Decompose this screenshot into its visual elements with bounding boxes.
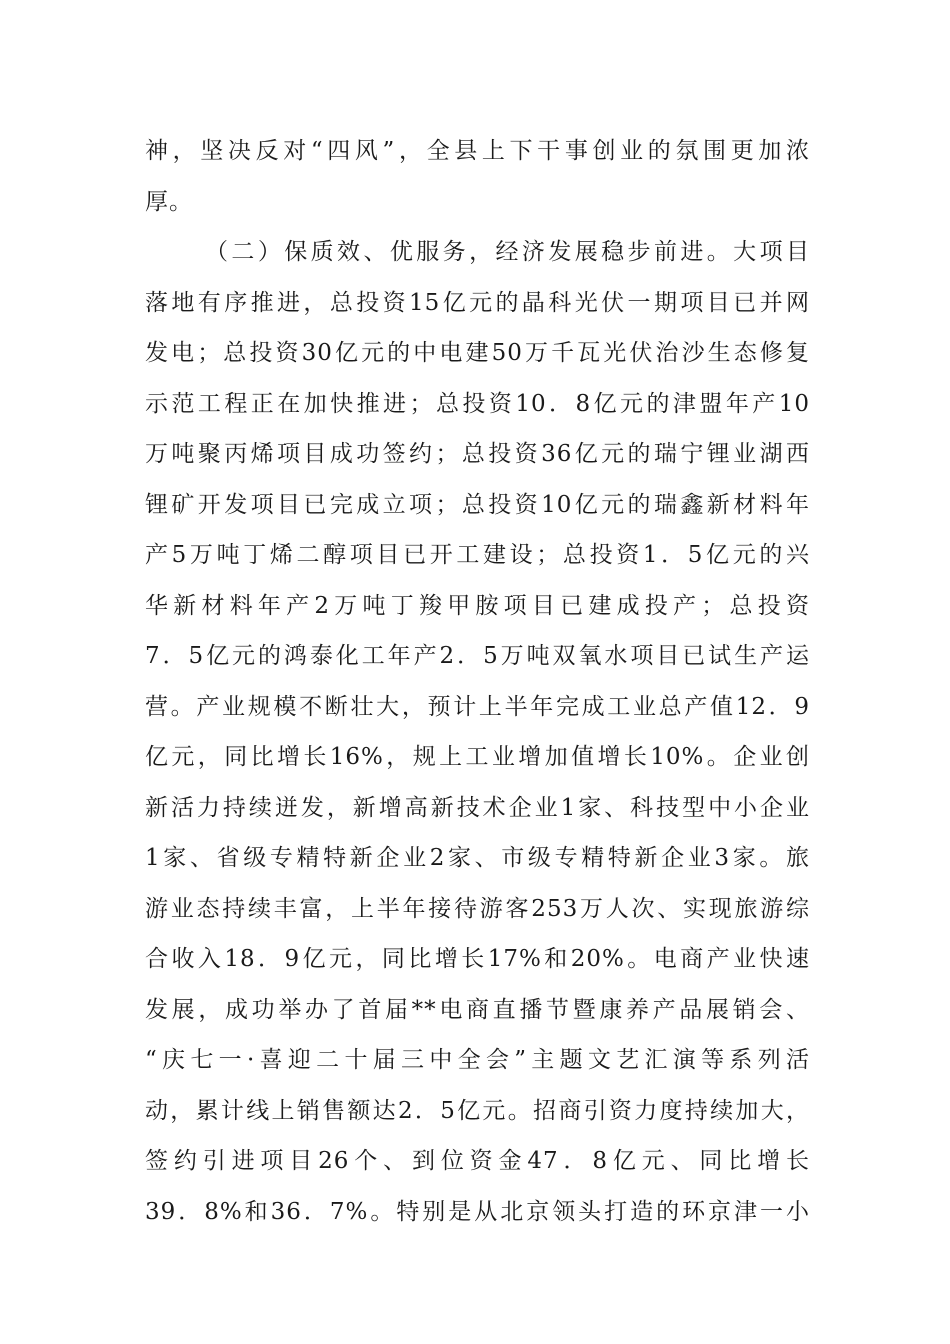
text-line: 锂矿开发项目已完成立项；总投资10亿元的瑞鑫新材料年	[145, 491, 810, 518]
text-line: 神，坚决反对“四风”，全县上下干事创业的氛围更加浓	[145, 138, 810, 164]
text-line: 39．8%和36．7%。特别是从北京领头打造的环京津一小	[145, 1198, 810, 1225]
text-line: 示范工程正在加快推进；总投资10．8亿元的津盟年产10	[145, 390, 810, 417]
text-line: “庆七一·喜迎二十届三中全会”主题文艺汇演等系列活	[145, 1047, 810, 1073]
text-line: 1家、省级专精特新企业2家、市级专精特新企业3家。旅	[145, 845, 810, 871]
text-line: 营。产业规模不断壮大，预计上半年完成工业总产值12．9	[145, 693, 810, 720]
text-line: 万吨聚丙烯项目成功签约；总投资36亿元的瑞宁锂业湖西	[145, 441, 810, 467]
text-line: 合收入18．9亿元，同比增长17%和20%。电商产业快速	[145, 946, 810, 972]
text-line: 发电；总投资30亿元的中电建50万千瓦光伏治沙生态修复	[145, 340, 810, 366]
text-line: 7．5亿元的鸿泰化工年产2．5万吨双氧水项目已试生产运	[145, 643, 810, 669]
text-line: 华新材料年产2万吨丁羧甲胺项目已建成投产；总投资	[145, 592, 810, 619]
text-line: 游业态持续丰富，上半年接待游客253万人次、实现旅游综	[145, 895, 810, 922]
text-line: 厚。	[145, 188, 193, 215]
paragraph-first-line: （二）保质效、优服务，经济发展稳步前进。大项目	[205, 239, 810, 265]
text-line: 落地有序推进，总投资15亿元的晶科光伏一期项目已并网	[145, 289, 810, 316]
text-line: 动，累计线上销售额达2．5亿元。招商引资力度持续加大，	[145, 1097, 810, 1124]
text-line: 发展，成功举办了首届**电商直播节暨康养产品展销会、	[145, 996, 810, 1023]
text-line: 产5万吨丁烯二醇项目已开工建设；总投资1．5亿元的兴	[145, 542, 810, 568]
body-text	[145, 126, 810, 1237]
text-line: 亿元，同比增长16%，规上工业增加值增长10%。企业创	[145, 744, 810, 770]
text-line: 签约引进项目26个、到位资金47．8亿元、同比增长	[145, 1148, 810, 1174]
text-line: 新活力持续迸发，新增高新技术企业1家、科技型中小企业	[145, 794, 810, 821]
